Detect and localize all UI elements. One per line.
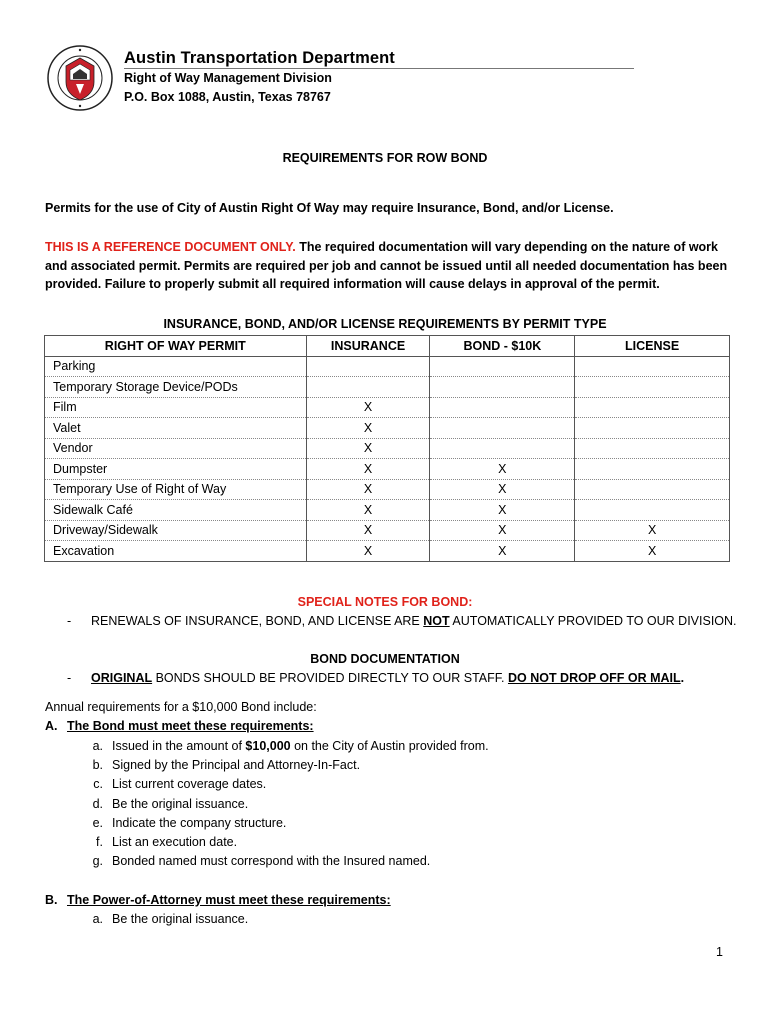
license-mark — [575, 418, 730, 439]
insurance-mark: X — [306, 541, 430, 562]
list-item-letter: b. — [92, 758, 103, 772]
list-item-letter: g. — [92, 854, 103, 868]
insurance-mark — [306, 356, 430, 377]
permit-name: Vendor — [45, 438, 307, 459]
column-header-license: LICENSE — [575, 336, 730, 357]
bullet-dash: - — [67, 614, 72, 628]
header-divider — [124, 68, 634, 69]
column-header-permit: RIGHT OF WAY PERMIT — [45, 336, 307, 357]
city-of-austin-seal — [46, 44, 114, 112]
column-header-insurance: INSURANCE — [306, 336, 430, 357]
list-item: Be the original issuance. — [112, 912, 249, 926]
list-item-letter: d. — [92, 797, 103, 811]
do-not-drop-note: DO NOT DROP OFF OR MAIL — [507, 671, 681, 685]
bond-mark: X — [430, 541, 575, 562]
section-a-letter: A. — [45, 719, 58, 733]
division-address: P.O. Box 1088, Austin, Texas 78767 — [124, 90, 331, 104]
license-mark — [575, 459, 730, 480]
list-item-text: Issued in the amount of — [112, 739, 246, 753]
renewal-note-pre: RENEWALS OF INSURANCE, BOND, AND LICENSE ARE — [91, 614, 424, 628]
original-bonds-note — [91, 671, 684, 685]
reference-label: THIS IS A REFERENCE DOCUMENT ONLY. — [45, 240, 296, 254]
license-mark — [575, 377, 730, 398]
license-mark — [575, 438, 730, 459]
table-row — [45, 500, 730, 521]
table-row — [45, 541, 730, 562]
license-mark — [575, 479, 730, 500]
original-note-period: . — [680, 671, 685, 685]
annual-requirements-intro: Annual requirements for a $10,000 Bond include: — [45, 700, 317, 714]
renewal-note-post: AUTOMATICALLY PROVIDED TO OUR DIVISION. — [449, 614, 737, 628]
permit-name: Driveway/Sidewalk — [45, 520, 307, 541]
bond-mark — [430, 418, 575, 439]
list-item: List an execution date. — [112, 835, 238, 849]
special-notes-heading: SPECIAL NOTES FOR BOND: — [297, 595, 473, 609]
license-mark: X — [575, 520, 730, 541]
insurance-mark: X — [306, 459, 430, 480]
table-row — [45, 479, 730, 500]
document-title: REQUIREMENTS FOR ROW BOND — [282, 151, 488, 165]
list-item-letter: a. — [92, 739, 103, 753]
permit-name: Dumpster — [45, 459, 307, 480]
bullet-dash: - — [67, 671, 72, 685]
renewal-note — [91, 614, 737, 628]
permit-requirements-table — [44, 335, 730, 562]
bond-mark: X — [430, 479, 575, 500]
list-item: List current coverage dates. — [112, 777, 267, 791]
division-name: Right of Way Management Division — [124, 71, 332, 85]
permit-name: Temporary Use of Right of Way — [45, 479, 307, 500]
reference-text: The required documentation will vary depending on the nature of work and associated permit. Permits are required per job and cannot be issued until all needed documentation has been provided. Failure to properly submit all required information will cause delays in approval of the permit. — [45, 240, 728, 291]
table-row — [45, 377, 730, 398]
list-item-letter: c. — [93, 777, 103, 791]
permit-name: Valet — [45, 418, 307, 439]
table-row — [45, 418, 730, 439]
list-item: Signed by the Principal and Attorney-In-Fact. — [112, 758, 361, 772]
renewal-note-not: NOT — [423, 614, 450, 628]
license-mark — [575, 356, 730, 377]
list-item-text-post: on the City of Austin provided from. — [290, 739, 489, 753]
table-row — [45, 520, 730, 541]
intro-paragraph: Permits for the use of City of Austin Right Of Way may require Insurance, Bond, and/or License. — [45, 201, 614, 215]
table-title: INSURANCE, BOND, AND/OR LICENSE REQUIREMENTS BY PERMIT TYPE — [163, 317, 607, 331]
original-word: ORIGINAL — [91, 671, 153, 685]
bond-amount: $10,000 — [245, 739, 291, 753]
section-a-heading: The Bond must meet these requirements: — [67, 719, 314, 733]
insurance-mark — [306, 377, 430, 398]
bond-mark — [430, 377, 575, 398]
section-b-heading: The Power-of-Attorney must meet these requirements: — [67, 893, 391, 907]
table-row — [45, 397, 730, 418]
bond-mark: X — [430, 500, 575, 521]
insurance-mark: X — [306, 500, 430, 521]
column-header-bond: BOND - $10K — [430, 336, 575, 357]
table-row — [45, 459, 730, 480]
table-row — [45, 356, 730, 377]
section-b-letter: B. — [45, 893, 58, 907]
list-item: Be the original issuance. — [112, 797, 249, 811]
license-mark — [575, 500, 730, 521]
department-title: Austin Transportation Department — [124, 49, 395, 67]
bond-mark — [430, 356, 575, 377]
permit-name: Temporary Storage Device/PODs — [45, 377, 307, 398]
license-mark: X — [575, 541, 730, 562]
page-number: 1 — [716, 945, 723, 959]
permit-name: Excavation — [45, 541, 307, 562]
bond-mark — [430, 438, 575, 459]
list-item-letter: a. — [92, 912, 103, 926]
insurance-mark: X — [306, 479, 430, 500]
list-item-letter: e. — [92, 816, 103, 830]
permit-name: Parking — [45, 356, 307, 377]
list-item-letter: f. — [96, 835, 103, 849]
bond-mark: X — [430, 459, 575, 480]
original-note-mid: BONDS SHOULD BE PROVIDED DIRECTLY TO OUR STAFF. — [152, 671, 508, 685]
license-mark — [575, 397, 730, 418]
insurance-mark: X — [306, 397, 430, 418]
list-item — [112, 739, 489, 753]
bond-mark — [430, 397, 575, 418]
reference-paragraph — [45, 238, 735, 294]
bond-mark: X — [430, 520, 575, 541]
insurance-mark: X — [306, 520, 430, 541]
permit-name: Sidewalk Café — [45, 500, 307, 521]
permit-name: Film — [45, 397, 307, 418]
bond-documentation-heading: BOND DOCUMENTATION — [310, 652, 460, 666]
table-row — [45, 438, 730, 459]
table-header-row — [45, 336, 730, 357]
insurance-mark: X — [306, 438, 430, 459]
insurance-mark: X — [306, 418, 430, 439]
list-item: Indicate the company structure. — [112, 816, 287, 830]
list-item: Bonded named must correspond with the Insured named. — [112, 854, 431, 868]
